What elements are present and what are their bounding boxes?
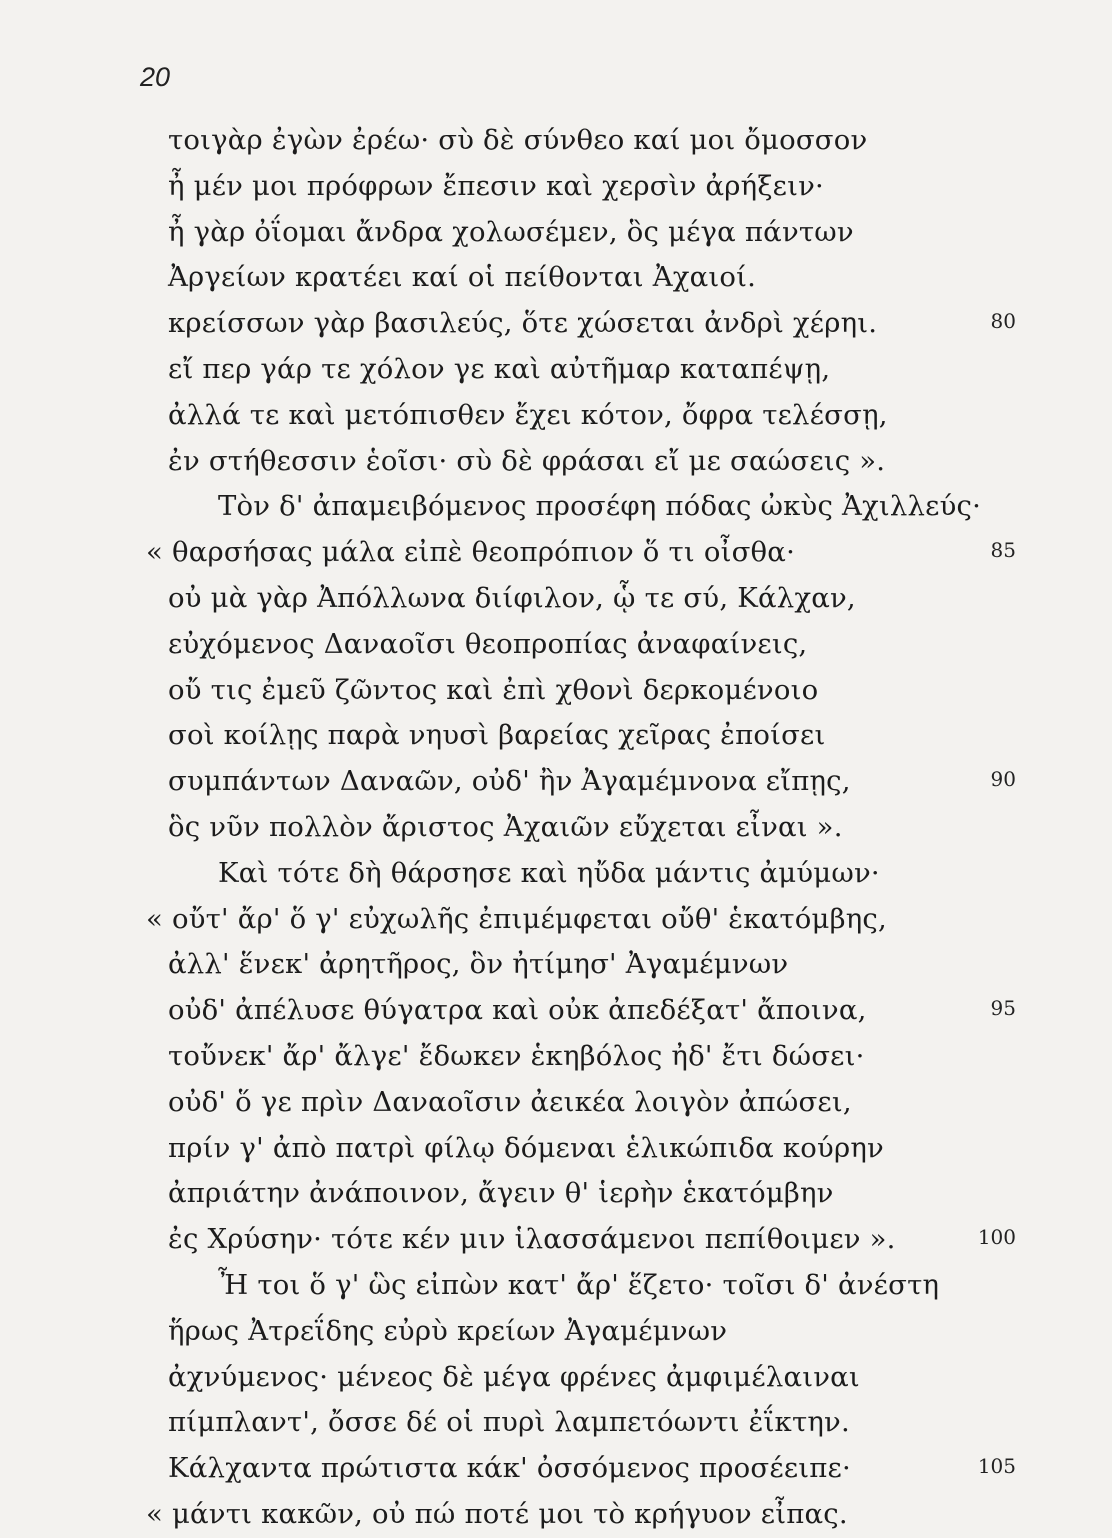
- verse-text: οὐδ' ἀπέλυσε θύγατρα καὶ οὐκ ἀπεδέξατ' ἄποινα,: [168, 994, 867, 1027]
- verse-line: [0, 576, 1112, 622]
- verse-text: Καὶ τότε δὴ θάρσησε καὶ ηὔδα μάντις ἀμύμων·: [218, 856, 880, 889]
- verse-block: [0, 118, 1112, 1538]
- verse-text: ἀλλ' ἕνεκ' ἀρητῆρος, ὃν ἠτίμησ' Ἀγαμέμνων: [168, 948, 789, 981]
- verse-line: [0, 1217, 1112, 1263]
- verse-line: [0, 1309, 1112, 1355]
- verse-line: [0, 347, 1112, 393]
- verse-line: [0, 988, 1112, 1034]
- verse-text: Τὸν δ' ἀπαμειβόμενος προσέφη πόδας ὠκὺς Ἀχιλλεύς·: [218, 490, 982, 523]
- line-number: 100: [977, 1225, 1016, 1250]
- verse-line: [0, 668, 1112, 714]
- verse-line: [0, 1080, 1112, 1126]
- verse-line: [0, 942, 1112, 988]
- verse-line: [0, 1492, 1112, 1538]
- verse-text: ἀπριάτην ἀνάποινον, ἄγειν θ' ἱερὴν ἑκατόμβην: [168, 1177, 834, 1210]
- verse-text: « θαρσήσας μάλα εἰπὲ θεοπρόπιον ὅ τι οἶσθα·: [146, 536, 796, 569]
- verse-text: κρείσσων γὰρ βασιλεύς, ὅτε χώσεται ἀνδρὶ χέρηι.: [168, 307, 878, 340]
- verse-line: [0, 118, 1112, 164]
- verse-line: [0, 1263, 1112, 1309]
- verse-text: ἐς Χρύσην· τότε κέν μιν ἱλασσάμενοι πεπίθοιμεν ».: [168, 1223, 896, 1256]
- verse-line: [0, 1446, 1112, 1492]
- verse-line: [0, 1355, 1112, 1401]
- verse-text: ἦ μέν μοι πρόφρων ἔπεσιν καὶ χερσὶν ἀρήξειν·: [168, 169, 824, 202]
- verse-text: Ἀργείων κρατέει καί οἱ πείθονται Ἀχαιοί.: [168, 261, 757, 294]
- verse-text: πρίν γ' ἀπὸ πατρὶ φίλῳ δόμεναι ἑλικώπιδα κούρην: [168, 1131, 884, 1164]
- verse-text: « μάντι κακῶν, οὐ πώ ποτέ μοι τὸ κρήγυον εἶπας.: [146, 1497, 848, 1530]
- verse-line: [0, 484, 1112, 530]
- verse-line: [0, 255, 1112, 301]
- verse-text: πίμπλαντ', ὄσσε δέ οἱ πυρὶ λαμπετόωντι ἐΐκτην.: [168, 1406, 850, 1439]
- verse-line: [0, 759, 1112, 805]
- verse-text: τοὔνεκ' ἄρ' ἄλγε' ἔδωκεν ἑκηβόλος ἠδ' ἔτι δώσει·: [168, 1039, 865, 1072]
- verse-text: σοὶ κοίλῃς παρὰ νηυσὶ βαρείας χεῖρας ἐποίσει: [168, 719, 826, 752]
- line-number: 105: [977, 1454, 1016, 1479]
- line-number: 85: [990, 538, 1016, 563]
- verse-text: ἥρως Ἀτρεΐδης εὐρὺ κρείων Ἀγαμέμνων: [168, 1314, 728, 1347]
- line-number: 95: [990, 996, 1016, 1021]
- verse-line: [0, 622, 1112, 668]
- verse-line: [0, 301, 1112, 347]
- verse-line: [0, 164, 1112, 210]
- verse-line: [0, 393, 1112, 439]
- verse-line: [0, 897, 1112, 943]
- verse-text: Κάλχαντα πρώτιστα κάκ' ὀσσόμενος προσέειπε·: [168, 1452, 851, 1485]
- verse-text: οὐ μὰ γὰρ Ἀπόλλωνα διίφιλον, ᾧ τε σύ, Κάλχαν,: [168, 581, 856, 614]
- verse-text: ἀλλά τε καὶ μετόπισθεν ἔχει κότον, ὄφρα τελέσσῃ,: [168, 398, 888, 431]
- verse-line: [0, 851, 1112, 897]
- verse-line: [0, 805, 1112, 851]
- verse-text: οὐδ' ὅ γε πρὶν Δαναοῖσιν ἀεικέα λοιγὸν ἀπώσει,: [168, 1085, 852, 1118]
- line-number: 90: [990, 767, 1016, 792]
- verse-line: [0, 1400, 1112, 1446]
- verse-text: εἴ περ γάρ τε χόλον γε καὶ αὐτῆμαρ καταπέψῃ,: [168, 352, 831, 385]
- verse-text: ὃς νῦν πολλὸν ἄριστος Ἀχαιῶν εὔχεται εἶναι ».: [168, 810, 843, 843]
- verse-line: [0, 713, 1112, 759]
- line-number: 80: [990, 309, 1016, 334]
- verse-line: [0, 1126, 1112, 1172]
- verse-line: [0, 530, 1112, 576]
- verse-line: [0, 1171, 1112, 1217]
- verse-text: τοιγὰρ ἐγὼν ἐρέω· σὺ δὲ σύνθεο καί μοι ὄμοσσον: [168, 124, 868, 156]
- verse-line: [0, 1034, 1112, 1080]
- verse-text: ἦ γὰρ ὀΐομαι ἄνδρα χολωσέμεν, ὃς μέγα πάντων: [168, 215, 854, 248]
- verse-text: οὔ τις ἐμεῦ ζῶντος καὶ ἐπὶ χθονὶ δερκομένοιο: [168, 673, 819, 706]
- verse-text: συμπάντων Δαναῶν, οὐδ' ἢν Ἀγαμέμνονα εἴπῃς,: [168, 765, 851, 798]
- verse-line: [0, 439, 1112, 485]
- verse-text: « οὔτ' ἄρ' ὅ γ' εὐχωλῆς ἐπιμέμφεται οὔθ' ἑκατόμβης,: [146, 902, 887, 935]
- verse-text: ἐν στήθεσσιν ἑοῖσι· σὺ δὲ φράσαι εἴ με σαώσεις ».: [168, 444, 886, 477]
- verse-text: Ἦ τοι ὅ γ' ὣς εἰπὼν κατ' ἄρ' ἕζετο· τοῖσι δ' ἀνέστη: [218, 1268, 940, 1301]
- verse-text: εὐχόμενος Δαναοῖσι θεοπροπίας ἀναφαίνεις,: [168, 627, 808, 660]
- verse-line: [0, 210, 1112, 256]
- verse-text: ἀχνύμενος· μένεος δὲ μέγα φρένες ἀμφιμέλαιναι: [168, 1360, 860, 1393]
- page-number: 20: [140, 62, 171, 92]
